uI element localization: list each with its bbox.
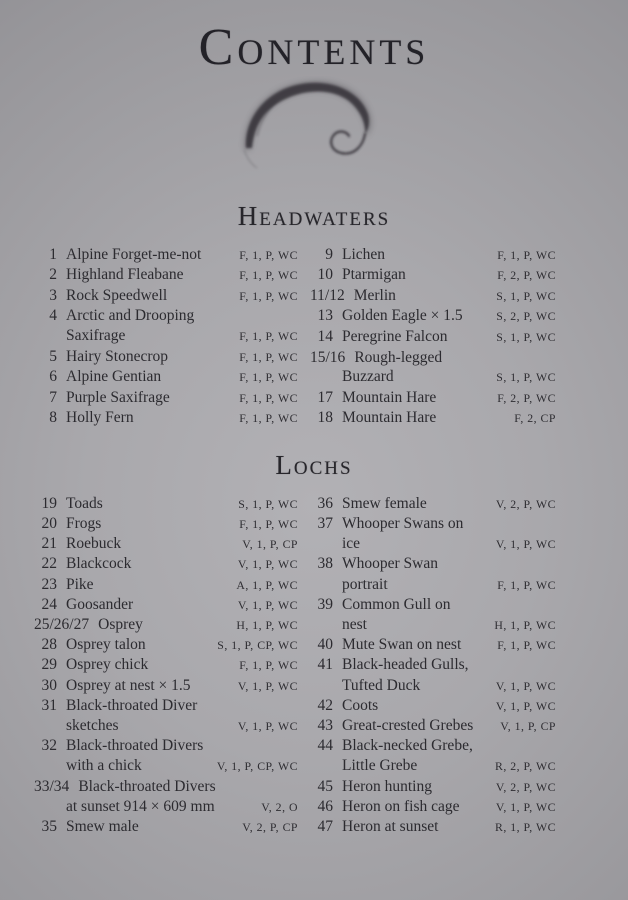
entry-line — [310, 514, 556, 534]
entry-number: 6 — [49, 368, 57, 386]
entry-continuation-line — [34, 326, 298, 347]
contents-entry — [310, 388, 556, 409]
entry-number: 19 — [41, 494, 57, 512]
entry-continuation-line — [310, 534, 556, 554]
contents-entry — [34, 408, 298, 429]
entry-title: Mountain Hare — [342, 409, 437, 427]
contents-entry — [310, 514, 556, 554]
entry-number: 35 — [41, 817, 57, 835]
section-heading: Headwaters — [237, 201, 391, 231]
contents-entry — [310, 777, 556, 797]
contents-entry — [310, 635, 556, 655]
entry-number: 37 — [317, 514, 333, 532]
entry-line — [34, 347, 298, 368]
entry-code: F, 1, P, WC — [239, 411, 298, 426]
contents-entry — [310, 494, 556, 514]
entry-code: V, 1, P, CP — [242, 537, 298, 552]
contents-entry — [34, 696, 298, 736]
entry-continuation-line — [310, 575, 556, 595]
entry-title: Common Gull on — [342, 595, 451, 613]
contents-entry — [34, 494, 298, 514]
contents-entry — [310, 306, 556, 327]
entry-line — [34, 408, 298, 429]
entry-number: 3 — [49, 286, 57, 304]
ink-brush-stroke-ornament — [224, 76, 404, 172]
entry-number: 47 — [317, 817, 333, 835]
entry-line — [34, 554, 298, 574]
contents-entry — [34, 635, 298, 655]
section-headwaters — [0, 202, 628, 429]
entry-line — [310, 736, 556, 756]
entry-continuation-line — [310, 676, 556, 696]
entry-line — [310, 245, 556, 266]
entry-code: F, 1, P, WC — [497, 247, 556, 262]
entry-line — [310, 817, 556, 837]
entry-line — [34, 388, 298, 409]
section-heading: Lochs — [275, 450, 353, 481]
entry-code: V, 2, P, WC — [495, 779, 556, 794]
entry-number: 22 — [41, 555, 57, 573]
entry-number: 14 — [317, 328, 333, 346]
entry-line — [34, 777, 298, 797]
contents-entry — [34, 306, 298, 346]
entry-line — [34, 367, 298, 388]
entry-line — [34, 494, 298, 514]
entry-code: V, 1, P, WC — [237, 678, 298, 693]
entry-title: Toads — [66, 494, 103, 512]
entry-title: Great-crested Grebes — [342, 716, 474, 734]
entry-title: Smew male — [66, 817, 139, 835]
entry-code: V, 1, P, WC — [495, 537, 556, 552]
entry-title-continued: Little Grebe — [342, 757, 418, 775]
entry-code: F, 2, CP — [514, 411, 556, 426]
entry-line — [310, 554, 556, 574]
entry-title-continued: at sunset 914 × 609 mm — [66, 797, 215, 815]
entry-number: 1 — [49, 245, 57, 263]
entry-code: V, 1, P, WC — [237, 597, 298, 612]
entry-line — [34, 817, 298, 837]
entry-code: S, 1, P, WC — [496, 288, 556, 303]
entry-title: Goosander — [66, 595, 134, 613]
entry-number: 39 — [317, 595, 333, 613]
entry-title: Mute Swan on nest — [342, 636, 462, 654]
entry-code: S, 1, P, WC — [496, 370, 556, 385]
column-left — [34, 245, 298, 429]
contents-entry — [34, 245, 298, 266]
entry-title: Heron hunting — [342, 777, 432, 795]
entry-number: 31 — [41, 696, 57, 714]
entry-number: 46 — [317, 797, 333, 815]
entry-code: V, 2, P, WC — [495, 496, 556, 511]
entry-title: Mountain Hare — [342, 388, 437, 406]
entry-line — [310, 696, 556, 716]
entry-title: Pike — [66, 575, 94, 593]
entry-title: Holly Fern — [66, 409, 134, 427]
entry-code: A, 1, P, WC — [236, 577, 298, 592]
entry-title-continued: Buzzard — [342, 368, 394, 386]
entry-number: 30 — [41, 676, 57, 694]
ornament-container — [0, 76, 628, 174]
entry-code: F, 1, P, WC — [239, 349, 298, 364]
entry-code: F, 2, P, WC — [497, 268, 556, 283]
entry-title: Roebuck — [66, 535, 122, 553]
entry-line — [310, 388, 556, 409]
contents-entry — [34, 554, 298, 574]
entry-number: 21 — [41, 535, 57, 553]
entry-line — [310, 348, 556, 368]
contents-entry — [34, 265, 298, 286]
entry-number: 24 — [41, 595, 57, 613]
entry-code: H, 1, P, WC — [236, 617, 298, 632]
entry-title: Rock Speedwell — [66, 286, 168, 304]
entry-line — [34, 265, 298, 286]
entry-number: 41 — [317, 656, 333, 674]
entry-code: H, 1, P, WC — [494, 617, 556, 632]
entry-title-continued: Tufted Duck — [342, 676, 421, 694]
entry-code: V, 2, P, CP — [242, 819, 298, 834]
contents-entry — [34, 367, 298, 388]
contents-entry — [310, 245, 556, 266]
section-columns — [0, 245, 628, 429]
entry-number: 36 — [317, 494, 333, 512]
entry-line — [310, 494, 556, 514]
entry-title: Alpine Forget-me-not — [66, 245, 202, 263]
contents-entry — [310, 797, 556, 817]
entry-number: 5 — [49, 347, 57, 365]
entry-title: Osprey talon — [66, 636, 146, 654]
entry-line — [34, 245, 298, 266]
entry-title-continued: sketches — [66, 716, 119, 734]
entry-code: V, 2, O — [261, 799, 298, 814]
entry-title: Heron on fish cage — [342, 797, 460, 815]
entry-number: 33/34 — [34, 777, 70, 795]
entry-title: Coots — [342, 696, 379, 714]
entry-continuation-line — [34, 716, 298, 736]
entry-title: Whooper Swan — [342, 555, 438, 573]
entry-continuation-line — [34, 756, 298, 776]
contents-entry — [34, 595, 298, 615]
entry-line — [34, 615, 298, 635]
entry-number: 32 — [41, 737, 57, 755]
entry-title: Osprey — [98, 615, 143, 633]
contents-entry — [310, 554, 556, 594]
entry-line — [310, 797, 556, 817]
entry-number: 2 — [49, 266, 57, 284]
entry-line — [310, 716, 556, 736]
entry-line — [310, 306, 556, 327]
entry-code: F, 1, P, WC — [239, 390, 298, 405]
entry-code: V, 1, P, CP, WC — [216, 759, 298, 774]
entry-title: Smew female — [342, 494, 427, 512]
entry-number: 10 — [317, 266, 333, 284]
page-title: Contents — [198, 19, 430, 76]
entry-line — [34, 514, 298, 534]
entry-line — [310, 327, 556, 348]
entry-code: S, 2, P, WC — [496, 309, 556, 324]
entry-title: Rough-legged — [354, 348, 443, 366]
contents-entry — [34, 676, 298, 696]
entry-code: V, 1, P, WC — [237, 557, 298, 572]
entry-title: Whooper Swans on — [342, 514, 464, 532]
column-left — [34, 494, 298, 837]
entry-title: Heron at sunset — [342, 817, 439, 835]
contents-entry — [34, 575, 298, 595]
entry-number: 23 — [41, 575, 57, 593]
entry-number: 8 — [49, 409, 57, 427]
entry-code: S, 1, P, CP, WC — [217, 638, 298, 653]
contents-entry — [34, 615, 298, 635]
entry-line — [310, 408, 556, 429]
entry-continuation-line — [310, 756, 556, 776]
section-columns — [0, 494, 628, 837]
contents-entry — [34, 514, 298, 534]
entry-number: 4 — [49, 307, 57, 325]
column-right — [310, 245, 556, 429]
entry-number: 44 — [317, 737, 333, 755]
entry-title: Osprey chick — [66, 656, 149, 674]
entry-number: 38 — [317, 555, 333, 573]
entry-line — [310, 265, 556, 286]
contents-entry — [34, 347, 298, 368]
contents-entry — [310, 348, 556, 388]
entry-title: Hairy Stonecrop — [66, 347, 169, 365]
entry-line — [34, 534, 298, 554]
entry-code: F, 1, P, WC — [239, 247, 298, 262]
entry-line — [34, 696, 298, 716]
entry-code: F, 1, P, WC — [239, 370, 298, 385]
entry-number: 20 — [41, 514, 57, 532]
entry-title-continued: ice — [342, 535, 361, 553]
column-right — [310, 494, 556, 837]
entry-title: Blackcock — [66, 555, 132, 573]
entry-number: 45 — [317, 777, 333, 795]
entry-title: Frogs — [66, 514, 102, 532]
entry-title: Lichen — [342, 245, 386, 263]
entry-code: F, 1, P, WC — [239, 658, 298, 673]
entry-line — [310, 777, 556, 797]
entry-number: 11/12 — [310, 286, 345, 304]
entry-code: F, 1, P, WC — [239, 329, 298, 344]
entry-title: Golden Eagle × 1.5 — [342, 307, 463, 325]
contents-entry — [34, 286, 298, 307]
entry-continuation-line — [310, 615, 556, 635]
entry-number: 43 — [317, 716, 333, 734]
entry-title-continued: Saxifrage — [66, 327, 126, 345]
entry-number: 15/16 — [310, 348, 346, 366]
contents-entry — [34, 817, 298, 837]
entry-continuation-line — [310, 367, 556, 388]
entry-number: 40 — [317, 636, 333, 654]
entry-continuation-line — [34, 797, 298, 817]
contents-entry — [310, 408, 556, 429]
entry-code: V, 1, P, CP — [500, 718, 556, 733]
entry-title: Merlin — [353, 286, 396, 304]
entry-line — [34, 676, 298, 696]
entry-number: 25/26/27 — [34, 615, 90, 633]
entry-line — [310, 286, 556, 307]
entry-number: 18 — [317, 409, 333, 427]
contents-entry — [310, 716, 556, 736]
entry-title: Black-necked Grebe, — [342, 737, 473, 755]
entry-code: R, 2, P, WC — [494, 759, 556, 774]
entry-line — [310, 595, 556, 615]
entry-number: 42 — [317, 696, 333, 714]
entry-number: 28 — [41, 636, 57, 654]
entry-line — [34, 655, 298, 675]
contents-entry — [34, 736, 298, 776]
contents-entry — [34, 655, 298, 675]
entry-number: 17 — [317, 388, 333, 406]
entry-code: V, 1, P, WC — [495, 698, 556, 713]
entry-title: Black-throated Divers — [66, 737, 204, 755]
entry-code: F, 1, P, WC — [497, 577, 556, 592]
entry-line — [310, 635, 556, 655]
entry-line — [34, 736, 298, 756]
entry-code: F, 1, P, WC — [239, 288, 298, 303]
contents-entry — [310, 327, 556, 348]
entry-line — [34, 595, 298, 615]
entry-title-continued: nest — [342, 615, 367, 633]
contents-entry — [34, 534, 298, 554]
entry-title: Osprey at nest × 1.5 — [66, 676, 191, 694]
entry-title: Highland Fleabane — [66, 266, 184, 284]
entry-number: 29 — [41, 656, 57, 674]
entry-code: F, 1, P, WC — [239, 268, 298, 283]
contents-entry — [310, 265, 556, 286]
entry-code: V, 1, P, WC — [495, 678, 556, 693]
contents-entry — [310, 595, 556, 635]
entry-title: Black-throated Divers — [78, 777, 216, 795]
section-lochs — [0, 451, 628, 837]
entry-title: Black-throated Diver — [66, 696, 198, 714]
entry-title: Peregrine Falcon — [342, 328, 448, 346]
entry-number: 9 — [325, 245, 333, 263]
entry-line — [34, 286, 298, 307]
entry-title: Alpine Gentian — [66, 368, 162, 386]
entry-title: Arctic and Drooping — [66, 307, 195, 325]
contents-entry — [310, 655, 556, 695]
entry-code: F, 2, P, WC — [497, 390, 556, 405]
entry-line — [310, 655, 556, 675]
entry-line — [34, 575, 298, 595]
entry-title: Ptarmigan — [342, 266, 406, 284]
entry-code: F, 1, P, WC — [497, 638, 556, 653]
entry-number: 7 — [49, 388, 57, 406]
entry-line — [34, 635, 298, 655]
entry-code: S, 1, P, WC — [238, 496, 298, 511]
contents-entry — [34, 777, 298, 817]
entry-code: F, 1, P, WC — [239, 516, 298, 531]
entry-code: R, 1, P, WC — [494, 819, 556, 834]
contents-entry — [310, 817, 556, 837]
entry-line — [34, 306, 298, 326]
entry-code: S, 1, P, WC — [496, 330, 556, 345]
entry-code: V, 1, P, WC — [237, 718, 298, 733]
entry-title-continued: with a chick — [66, 757, 142, 775]
entry-title-continued: portrait — [342, 575, 388, 593]
entry-title: Purple Saxifrage — [66, 388, 170, 406]
entry-number: 13 — [317, 307, 333, 325]
contents-entry — [310, 696, 556, 716]
entry-title: Black-headed Gulls, — [342, 656, 469, 674]
entry-code: V, 1, P, WC — [495, 799, 556, 814]
contents-entry — [310, 736, 556, 776]
contents-entry — [310, 286, 556, 307]
contents-entry — [34, 388, 298, 409]
